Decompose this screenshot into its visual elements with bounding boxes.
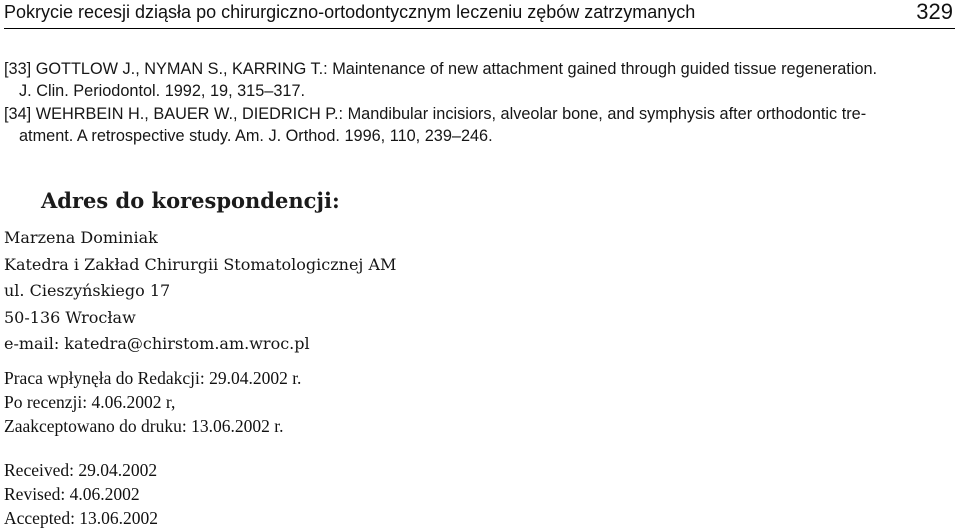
reference-source: J. Clin. Periodontol. 1992, 19, 315–317. (19, 82, 306, 100)
correspondence-address (4, 225, 904, 358)
reference-number: [33] (4, 60, 32, 78)
reference-line (4, 58, 952, 80)
running-title: Pokrycie recesji dziąsła po chirurgiczno-ortodontycznym leczeniu zębów zatrzymanych (4, 2, 696, 22)
running-header (4, 0, 955, 29)
author-name: KARRING T.: (232, 60, 328, 78)
date-revised: Revised: 4.06.2002 (4, 484, 140, 504)
author-name: BAUER W., (153, 105, 243, 123)
reference-source: atment. A retrospective study. Am. J. Orthod. 1996, 110, 239–246. (19, 127, 493, 145)
dates-polish (4, 366, 604, 438)
reference-line (4, 103, 952, 125)
reference-34 (4, 103, 952, 147)
date-accepted: Accepted: 13.06.2002 (4, 508, 159, 528)
street-address: ul. Cieszyńskiego 17 (4, 281, 171, 300)
author-name: Marzena Dominiak (4, 228, 158, 247)
author-name: DIEDRICH P.: (242, 105, 344, 123)
reference-number: [34] (4, 105, 32, 123)
dates-english (4, 458, 604, 530)
correspondence-heading: Adres do korespondencji: (41, 188, 340, 213)
date-accepted-pl: Zaakceptowano do druku: 13.06.2002 r. (4, 416, 284, 436)
postal-city: 50-136 Wrocław (4, 307, 136, 327)
email-address: e-mail: katedra@chirstom.am.wroc.pl (4, 334, 310, 353)
reference-list (4, 58, 952, 148)
author-name: WEHRBEIN H., (35, 105, 154, 123)
department-name: Katedra i Zakład Chirurgii Stomatologicznej AM (4, 254, 397, 274)
reference-33 (4, 58, 952, 102)
page-number: 329 (916, 0, 953, 24)
date-reviewed-pl: Po recenzji: 4.06.2002 r, (4, 392, 176, 412)
author-name: NYMAN S., (144, 60, 233, 78)
reference-title: Maintenance of new attachment gained through guided tissue regeneration. (327, 60, 878, 78)
author-name: GOTTLOW J., (35, 60, 145, 78)
date-received: Received: 29.04.2002 (4, 460, 158, 480)
reference-title: Mandibular incisiors, alveolar bone, and symphysis after orthodontic tre- (343, 105, 867, 123)
date-received-pl: Praca wpłynęła do Redakcji: 29.04.2002 r. (4, 368, 302, 388)
correspondence-block (4, 186, 904, 358)
